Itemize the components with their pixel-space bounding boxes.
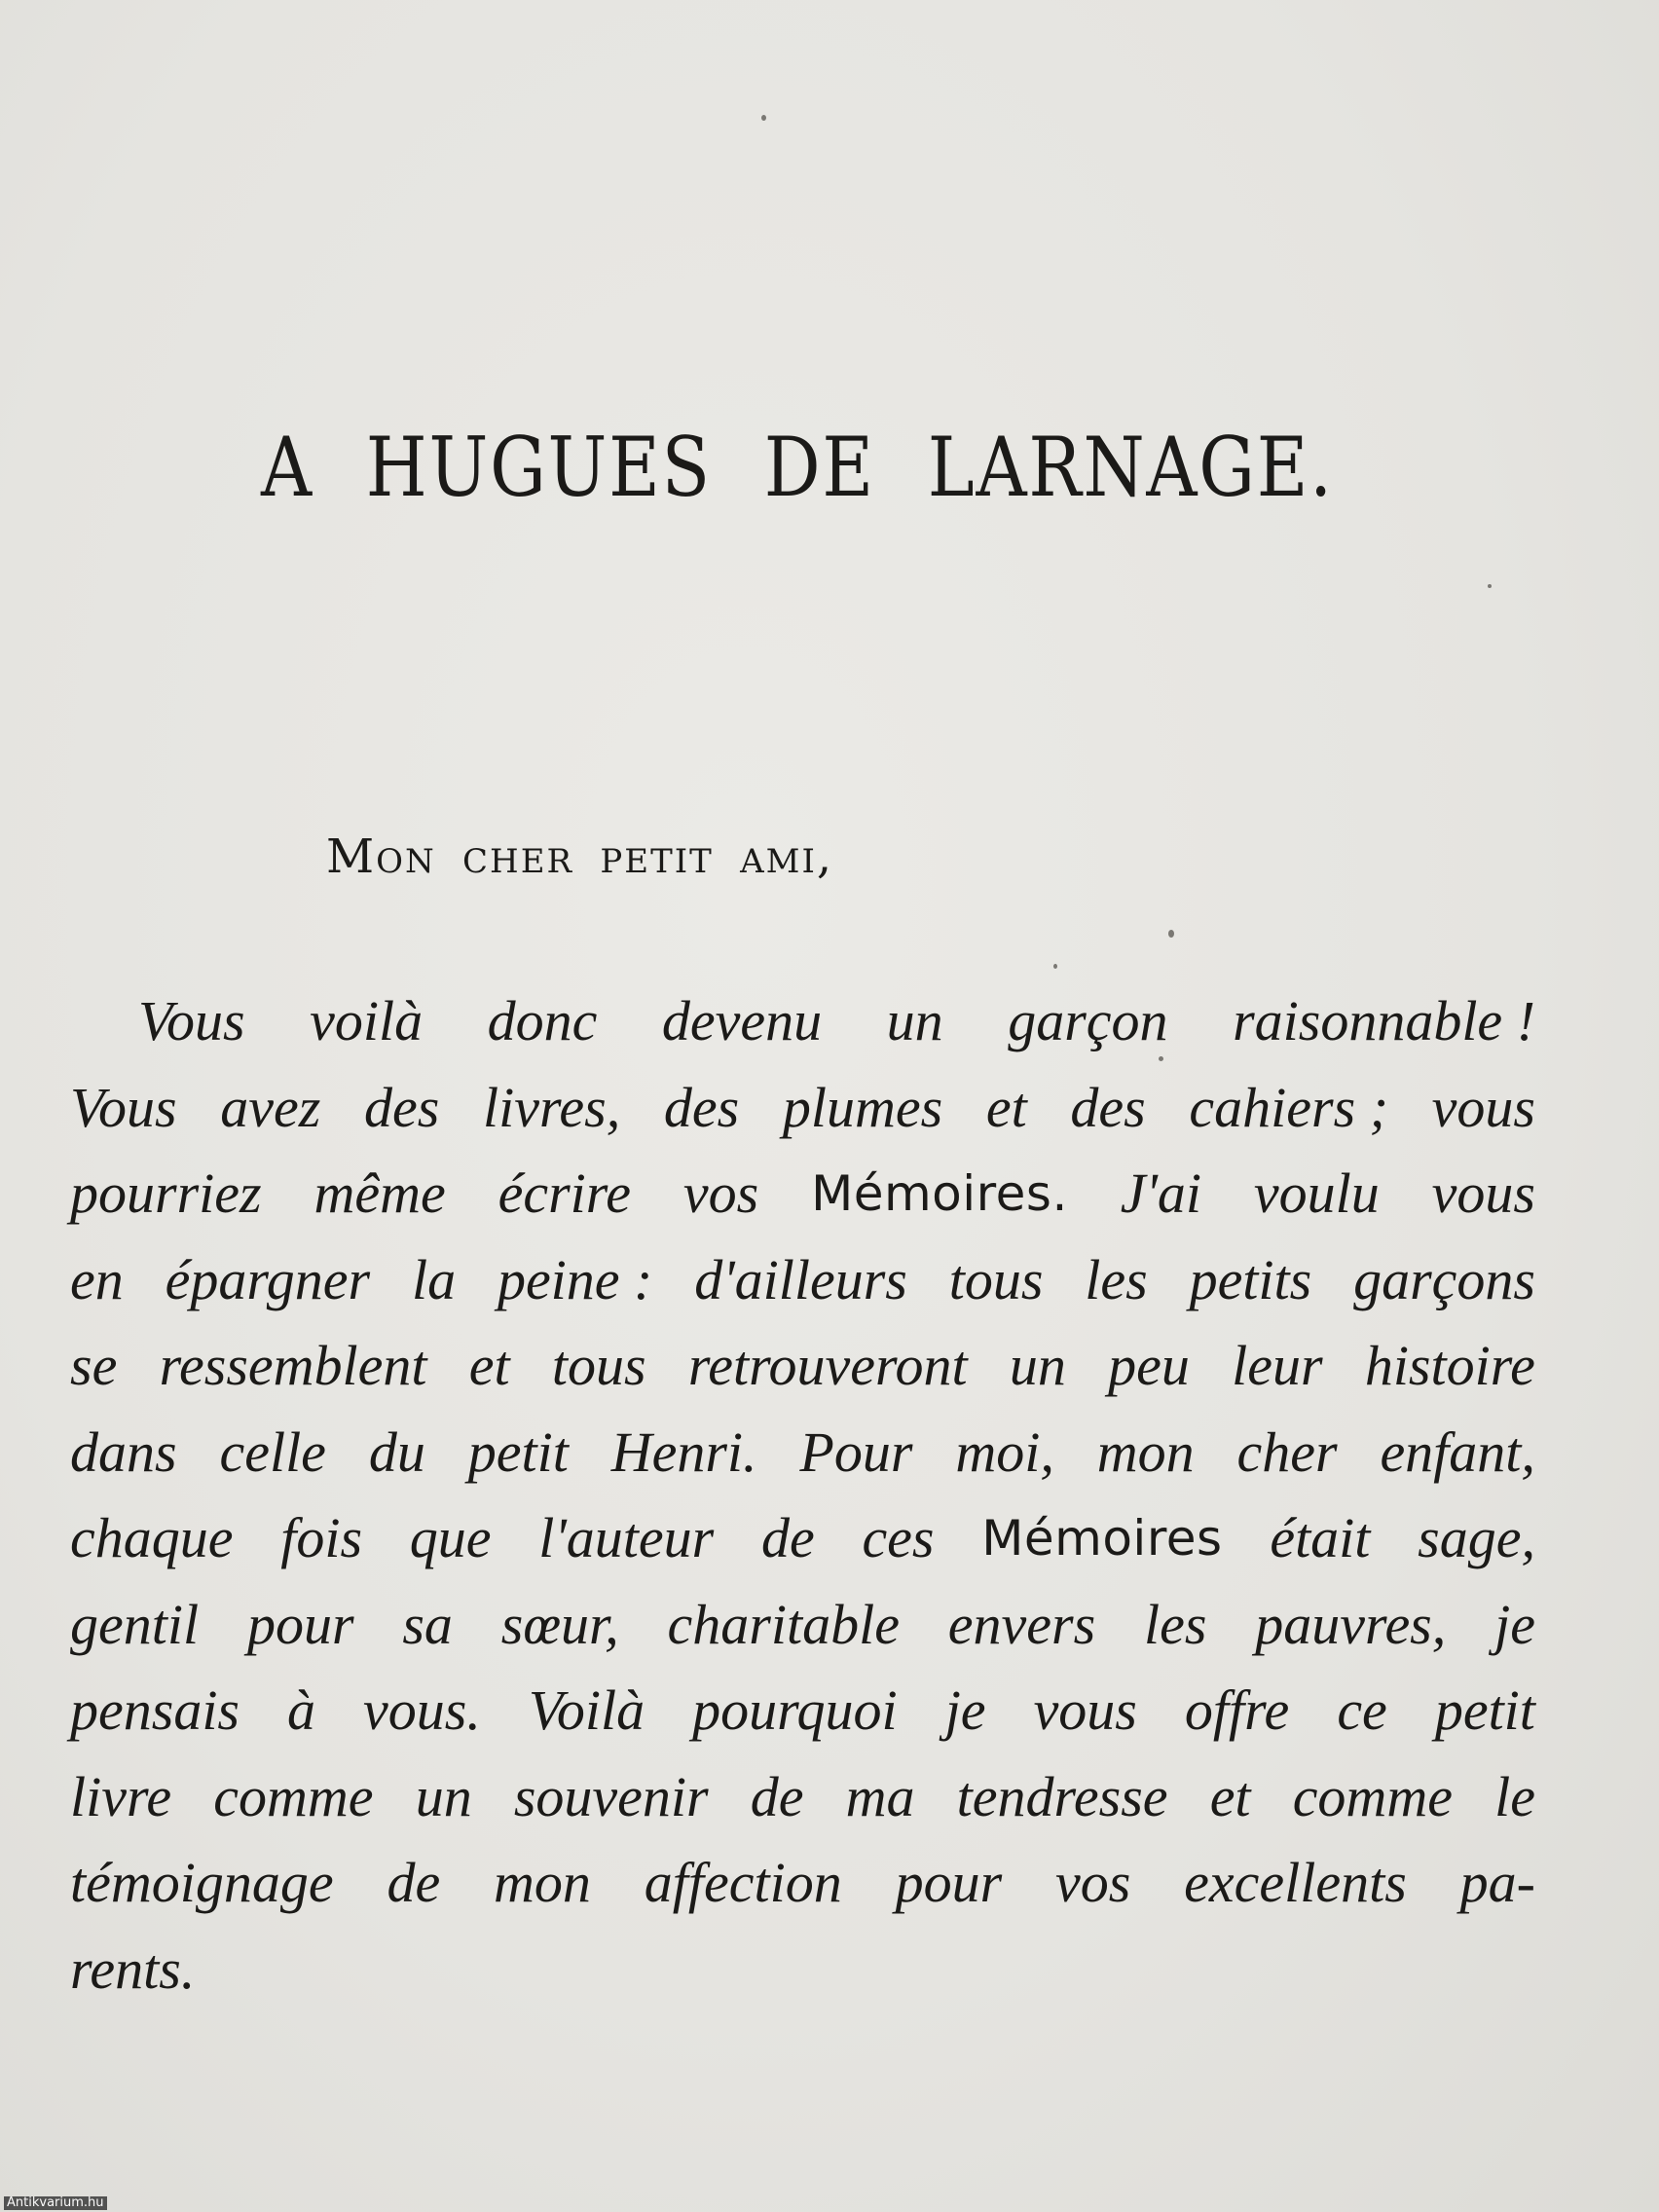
word: comme [1292, 1764, 1453, 1828]
word: vous [1431, 1161, 1535, 1225]
word: tous [551, 1334, 646, 1397]
word: dans [70, 1419, 177, 1484]
word: livre [70, 1764, 172, 1828]
word: celle [219, 1419, 326, 1484]
word: petit [1434, 1678, 1535, 1742]
word: plumes [782, 1075, 943, 1139]
word: à [287, 1678, 316, 1742]
word: petits [1189, 1247, 1312, 1311]
word: Pour [799, 1419, 913, 1484]
word: J'ai [1120, 1161, 1201, 1225]
word: un [886, 989, 943, 1052]
text-line [70, 1754, 1535, 1841]
word: voulu [1253, 1161, 1380, 1225]
word: de [760, 1506, 815, 1569]
word: histoire [1364, 1334, 1535, 1397]
word: épargner [165, 1247, 371, 1311]
word: gentil [70, 1592, 200, 1656]
word: témoignage [70, 1851, 334, 1914]
word: cahiers ; [1189, 1075, 1388, 1139]
roman-word: Mémoires [981, 1510, 1223, 1567]
word: même [313, 1161, 446, 1225]
word: vous. [363, 1678, 481, 1742]
text-line [70, 1065, 1535, 1152]
text-line [70, 978, 1535, 1065]
word: devenu [661, 989, 823, 1052]
word: mon [1096, 1419, 1195, 1484]
word: enfant, [1380, 1419, 1535, 1484]
word: du [368, 1419, 425, 1484]
word: Henri. [610, 1419, 757, 1484]
word: voilà [310, 989, 424, 1052]
word: tous [948, 1247, 1044, 1311]
word: raisonnable ! [1233, 989, 1535, 1052]
word: excellents [1184, 1851, 1407, 1914]
roman-word: Mémoires. [811, 1165, 1068, 1222]
word: fois [280, 1506, 363, 1569]
dedication-body [70, 978, 1535, 2012]
word: mon [494, 1851, 591, 1914]
word: offre [1184, 1678, 1290, 1742]
word: charitable [667, 1592, 900, 1656]
word: petit [467, 1419, 569, 1484]
word: se [70, 1334, 118, 1397]
word: chaque [70, 1506, 234, 1569]
text-line [70, 1151, 1535, 1237]
text-line [70, 1495, 1535, 1582]
text-line [70, 1237, 1535, 1324]
word: en [70, 1247, 124, 1311]
word: je [1494, 1592, 1535, 1656]
word: un [415, 1764, 472, 1828]
word: sa [402, 1592, 453, 1656]
word: sœur, [500, 1592, 619, 1656]
paper-speck [1488, 584, 1492, 588]
word: et [468, 1334, 510, 1397]
word: affection [644, 1851, 842, 1914]
word: de [387, 1851, 441, 1914]
word: et [1209, 1764, 1251, 1828]
word: vos [1055, 1851, 1131, 1914]
word: pour [895, 1851, 1003, 1914]
word: peu [1108, 1334, 1190, 1397]
word: l'auteur [538, 1506, 715, 1569]
word: livres, [482, 1075, 621, 1139]
text-line [70, 1323, 1535, 1410]
text-line [70, 1410, 1535, 1496]
word: ressemblent [159, 1334, 427, 1397]
word: pour [246, 1592, 354, 1656]
word: ces [862, 1506, 935, 1569]
word: avez [220, 1075, 321, 1139]
word: que [409, 1506, 492, 1569]
text-line [70, 1668, 1535, 1754]
word: ce [1337, 1678, 1387, 1742]
word: les [1144, 1592, 1207, 1656]
paper-speck [761, 115, 766, 121]
word: Vous [138, 989, 245, 1052]
word: rents. [70, 1936, 196, 2001]
word: pourriez [70, 1161, 262, 1225]
word: vous [1033, 1678, 1137, 1742]
word: moi, [955, 1419, 1054, 1484]
salutation: Mon cher petit ami, [326, 830, 834, 884]
word: sage, [1418, 1506, 1535, 1569]
word: un [1009, 1334, 1066, 1397]
word: pauvres, [1255, 1592, 1447, 1656]
text-line [70, 1927, 1535, 2013]
word: pa- [1459, 1851, 1535, 1914]
text-line [70, 1840, 1535, 1927]
word: vous [1431, 1075, 1535, 1139]
word: je [944, 1678, 986, 1742]
word: souvenir [513, 1764, 709, 1828]
word: comme [213, 1764, 374, 1828]
word: envers [947, 1592, 1096, 1656]
word: le [1494, 1764, 1535, 1828]
word: Voilà [528, 1678, 645, 1742]
word: de [750, 1764, 804, 1828]
word: des [663, 1075, 740, 1139]
word: la [411, 1247, 457, 1311]
word: pensais [70, 1678, 240, 1742]
word: retrouveront [687, 1334, 968, 1397]
word: donc [487, 989, 598, 1052]
word: était [1270, 1506, 1371, 1569]
word: des [1070, 1075, 1146, 1139]
word: tendresse [956, 1764, 1168, 1828]
word: garçons [1353, 1247, 1535, 1311]
word: et [985, 1075, 1027, 1139]
word: garçon [1008, 989, 1168, 1052]
text-line [70, 1582, 1535, 1669]
word: leur [1232, 1334, 1323, 1397]
word: vos [682, 1161, 759, 1225]
word: Vous [70, 1075, 177, 1139]
word: les [1085, 1247, 1148, 1311]
word: peine : [497, 1247, 653, 1311]
word: ma [845, 1764, 915, 1828]
word: cher [1236, 1419, 1338, 1484]
paper-speck [1053, 964, 1057, 969]
paper-speck [1168, 930, 1174, 938]
word: pourquoi [692, 1678, 898, 1742]
word: d'ailleurs [694, 1247, 907, 1311]
dedication-title: A HUGUES DE LARNAGE. [261, 420, 1334, 515]
word: des [363, 1075, 440, 1139]
watermark: Antikvarium.hu [4, 2196, 107, 2210]
word: écrire [498, 1161, 631, 1225]
